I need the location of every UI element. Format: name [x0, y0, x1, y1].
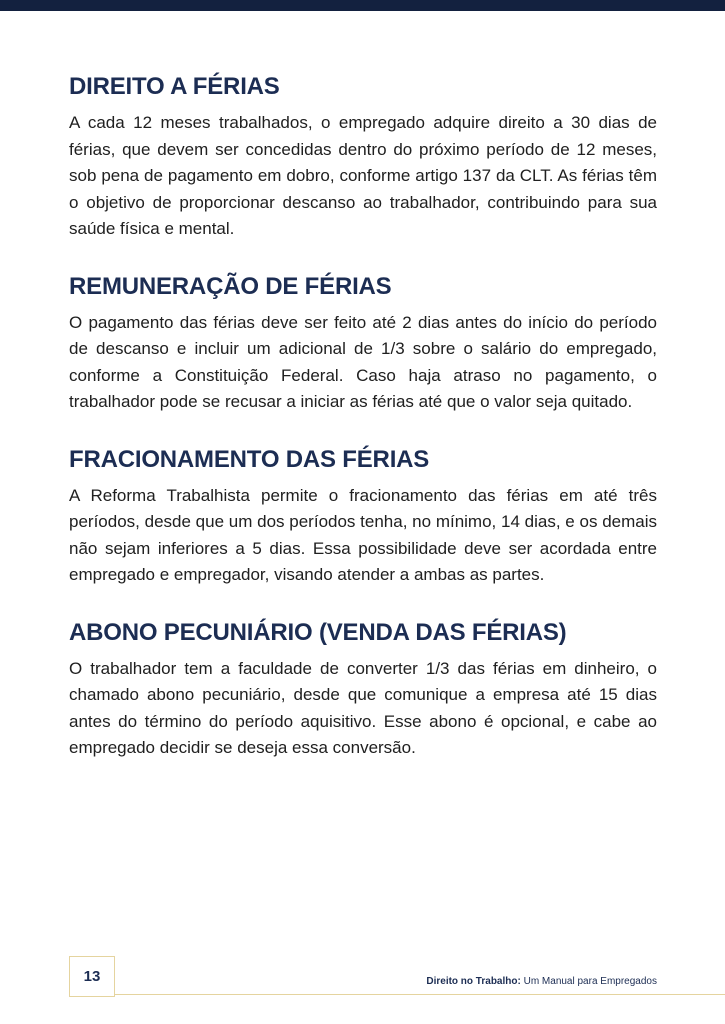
- section-title: FRACIONAMENTO DAS FÉRIAS: [69, 445, 430, 473]
- section-paragraph: O pagamento das férias deve ser feito até 2 dias antes do início do período de descanso e incluir um adicional de 1/3 sobre o salário do empregado, conforme a Constituição Federal. Caso haja atraso no pagamento, o trabalhador pode se recusar a iniciar as férias até que o valor seja quitado.: [69, 312, 657, 411]
- top-decorative-bar: [0, 0, 725, 11]
- footer-divider: [115, 994, 725, 995]
- page-number: 13: [69, 956, 115, 997]
- section-paragraph: O trabalhador tem a faculdade de converter 1/3 das férias em dinheiro, o chamado abono pecuniário, desde que comunique a empresa até 15 dias antes do término do período aquisitivo. Esse abono é opcional, e cabe ao empregado decidir se deseja essa conversão.: [69, 658, 657, 757]
- section-direito-a-ferias: [69, 70, 657, 243]
- section-paragraph: A cada 12 meses trabalhados, o empregado adquire direito a 30 dias de férias, que devem ser concedidas dentro do próximo período de 12 meses, sob pena de pagamento em dobro, conforme artigo 137 da CLT. As férias têm o objetivo de proporcionar descanso ao trabalhador, contribuindo para sua saúde física e mental.: [69, 113, 657, 238]
- footer-book-title: [426, 976, 657, 988]
- section-title: REMUNERAÇÃO DE FÉRIAS: [69, 272, 392, 300]
- footer-book-title-bold: Direito no Trabalho:: [426, 976, 521, 987]
- section-title: DIREITO A FÉRIAS: [69, 73, 280, 100]
- section-title: ABONO PECUNIÁRIO (VENDA DAS FÉRIAS): [69, 618, 567, 646]
- section-fracionamento-das-ferias: [69, 443, 657, 589]
- section-remuneracao-de-ferias: [69, 270, 657, 416]
- page-content: [69, 70, 657, 762]
- footer-book-subtitle: Um Manual para Empregados: [520, 976, 657, 987]
- section-abono-pecuniario: [69, 616, 657, 762]
- section-paragraph: A Reforma Trabalhista permite o fracionamento das férias em até três períodos, desde que um dos períodos tenha, no mínimo, 14 dias, e os demais não sejam inferiores a 5 dias. Essa possibilidade deve ser acordada entre empregado e empregador, visando atender a ambas as partes.: [69, 485, 657, 584]
